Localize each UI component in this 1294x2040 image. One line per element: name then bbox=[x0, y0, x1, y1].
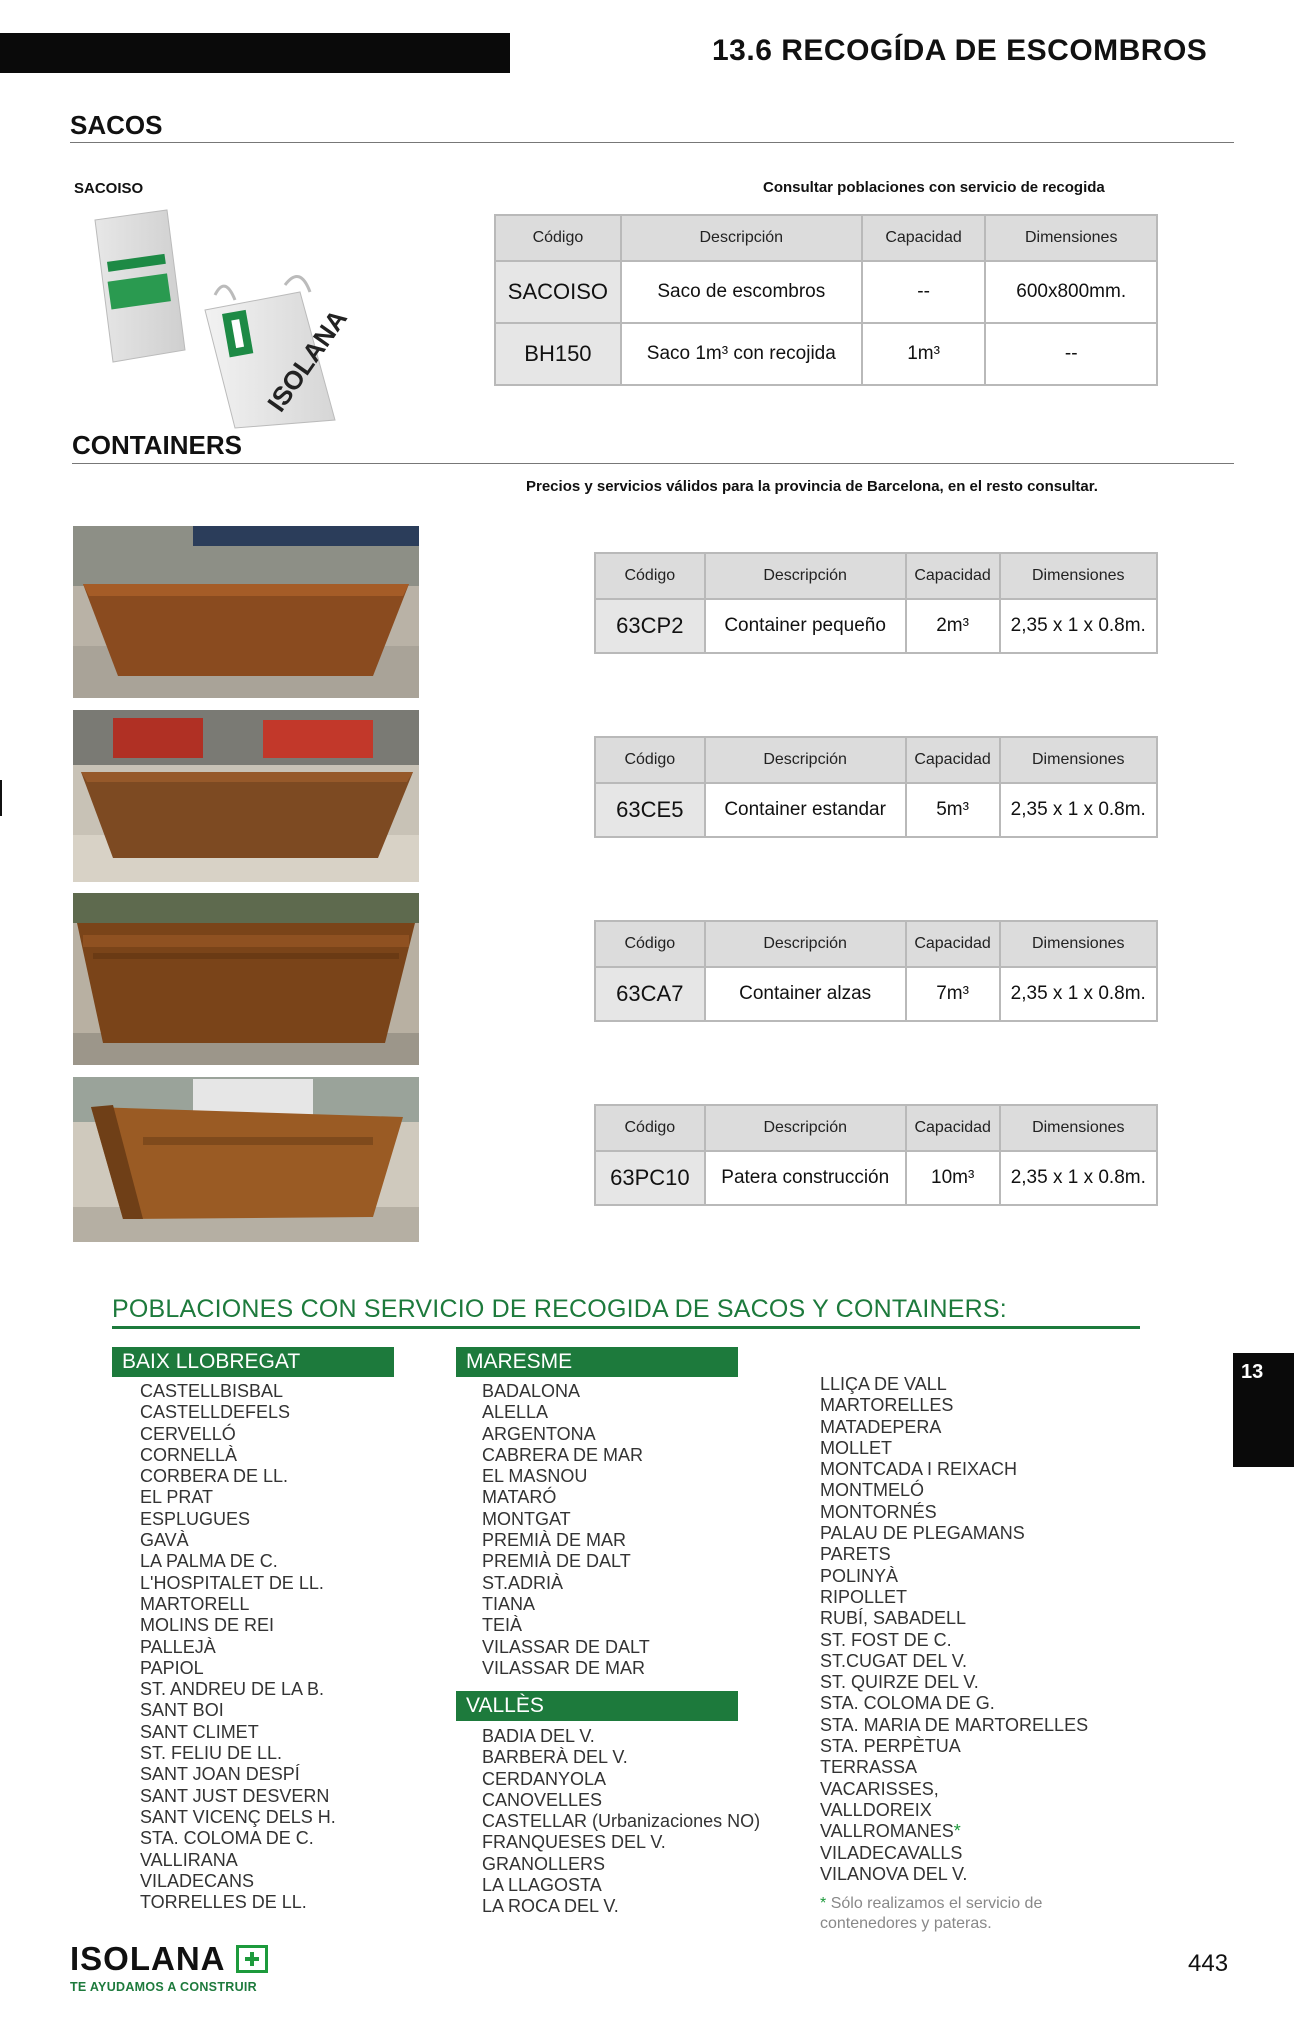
container-table-63CA7 bbox=[594, 920, 1158, 1022]
table-header-row bbox=[595, 737, 1157, 783]
cell-capacity: -- bbox=[862, 261, 986, 323]
town-item: MOLINS DE REI bbox=[140, 1615, 275, 1636]
section-divider bbox=[72, 463, 1234, 464]
cell-dimensions: -- bbox=[985, 323, 1157, 385]
town-item: BARBERÀ DEL V. bbox=[482, 1747, 628, 1768]
town-item: FRANQUESES DEL V. bbox=[482, 1832, 666, 1853]
town-item: ALELLA bbox=[482, 1402, 549, 1423]
table-header-row bbox=[595, 921, 1157, 967]
col-header-codigo: Código bbox=[595, 737, 705, 783]
col-header-descripcion: Descripción bbox=[705, 737, 906, 783]
town-item: L'HOSPITALET DE LL. bbox=[140, 1572, 324, 1593]
town-item: MONTCADA I REIXACH bbox=[820, 1459, 1018, 1480]
cell-dimensions: 2,35 x 1 x 0.8m. bbox=[1000, 599, 1158, 653]
cell-description: Container estandar bbox=[705, 783, 906, 837]
col-header-dimensiones: Dimensiones bbox=[1000, 737, 1158, 783]
town-item: EL MASNOU bbox=[482, 1466, 588, 1487]
col-header-codigo: Código bbox=[595, 921, 705, 967]
town-item: POLINYÀ bbox=[820, 1565, 899, 1586]
town-item: CASTELLBISBAL bbox=[140, 1381, 284, 1401]
cell-dimensions: 2,35 x 1 x 0.8m. bbox=[1000, 783, 1158, 837]
town-item: PARETS bbox=[820, 1544, 891, 1565]
cell-description: Container alzas bbox=[705, 967, 906, 1021]
town-item: GAVÀ bbox=[140, 1530, 189, 1551]
cell-description: Saco 1m³ con recojida bbox=[621, 323, 862, 385]
chapter-tab: 13 bbox=[1233, 1353, 1294, 1467]
cell-code: BH150 bbox=[495, 323, 621, 385]
region-header-baix-llobregat: BAIX LLOBREGAT bbox=[112, 1347, 394, 1377]
town-item-starred bbox=[820, 1821, 1088, 1842]
town-item: VILADECANS bbox=[140, 1870, 255, 1891]
col-header-codigo: Código bbox=[595, 553, 705, 599]
containers-note: Precios y servicios válidos para la provincia de Barcelona, en el resto consultar. bbox=[526, 478, 1098, 495]
town-item: VILASSAR DE MAR bbox=[482, 1657, 646, 1678]
town-item: STA. MARIA DE MARTORELLES bbox=[820, 1714, 1089, 1735]
cell-capacity: 10m³ bbox=[906, 1151, 1000, 1205]
container-table-63PC10 bbox=[594, 1104, 1158, 1206]
town-item: ESPLUGUES bbox=[140, 1508, 251, 1529]
town-item: STA. COLOMA DE C. bbox=[140, 1828, 314, 1849]
col-header-dimensiones: Dimensiones bbox=[985, 215, 1157, 261]
town-item: GRANOLLERS bbox=[482, 1853, 606, 1874]
footnote-star: * bbox=[953, 1821, 961, 1842]
cell-dimensions: 2,35 x 1 x 0.8m. bbox=[1000, 967, 1158, 1021]
container-photo bbox=[73, 893, 419, 1065]
town-item: ST.ADRIÀ bbox=[482, 1572, 564, 1593]
town-item: TERRASSA bbox=[820, 1757, 918, 1778]
section-divider bbox=[70, 142, 1234, 143]
town-item: ST. QUIRZE DEL V. bbox=[820, 1672, 979, 1693]
town-item: MONTGAT bbox=[482, 1508, 571, 1529]
town-item: TORRELLES DE LL. bbox=[140, 1892, 307, 1913]
page-title: 13.6 RECOGÍDA DE ESCOMBROS bbox=[712, 34, 1208, 67]
town-item: CABRERA DE MAR bbox=[482, 1444, 644, 1465]
town-item: LA PALMA DE C. bbox=[140, 1551, 278, 1572]
cell-description: Container pequeño bbox=[705, 599, 906, 653]
table-header-row bbox=[595, 1105, 1157, 1151]
table-row bbox=[595, 599, 1157, 653]
container-table-63CP2 bbox=[594, 552, 1158, 654]
col-header-descripcion: Descripción bbox=[621, 215, 862, 261]
table-row bbox=[495, 261, 1157, 323]
town-item: PREMIÀ DE DALT bbox=[482, 1551, 631, 1572]
town-item: TIANA bbox=[482, 1593, 536, 1614]
cell-capacity: 1m³ bbox=[862, 323, 986, 385]
col-header-dimensiones: Dimensiones bbox=[1000, 553, 1158, 599]
product-label: SACOISO bbox=[74, 180, 144, 197]
logo-plus-icon bbox=[236, 1945, 268, 1973]
town-item: ARGENTONA bbox=[482, 1423, 596, 1444]
town-item: CASTELLDEFELS bbox=[140, 1402, 291, 1423]
town-item: TEIÀ bbox=[482, 1615, 523, 1636]
cell-capacity: 7m³ bbox=[906, 967, 1000, 1021]
sacos-table bbox=[494, 214, 1158, 386]
table-row bbox=[595, 967, 1157, 1021]
town-list-baix-llobregat bbox=[140, 1381, 336, 1913]
town-item: ST. ANDREU DE LA B. bbox=[140, 1679, 325, 1700]
poblaciones-divider bbox=[112, 1326, 1140, 1329]
town-item: CASTELLAR (Urbanizaciones NO) bbox=[482, 1811, 761, 1832]
cell-code: 63CP2 bbox=[595, 599, 705, 653]
col-header-dimensiones: Dimensiones bbox=[1000, 921, 1158, 967]
table-header-row bbox=[495, 215, 1157, 261]
header-black-bar bbox=[0, 33, 510, 73]
town-item: CERDANYOLA bbox=[482, 1768, 607, 1789]
cell-description: Saco de escombros bbox=[621, 261, 862, 323]
table-header-row bbox=[595, 553, 1157, 599]
town-item: MARTORELLES bbox=[820, 1395, 954, 1416]
cell-code: 63CA7 bbox=[595, 967, 705, 1021]
logo-text: ISOLANA bbox=[70, 1940, 226, 1977]
town-item: STA. PERPÈTUA bbox=[820, 1736, 961, 1757]
col-header-dimensiones: Dimensiones bbox=[1000, 1105, 1157, 1151]
town-item: VALLIRANA bbox=[140, 1849, 238, 1870]
col-header-capacidad: Capacidad bbox=[906, 737, 1000, 783]
brand-logo bbox=[70, 1940, 268, 1994]
town-item: VALLDOREIX bbox=[820, 1799, 932, 1820]
col-header-descripcion: Descripción bbox=[705, 1105, 906, 1151]
town-name: VALLROMANES bbox=[820, 1821, 954, 1842]
section-title-containers: CONTAINERS bbox=[72, 430, 242, 460]
page-edge-mark bbox=[0, 780, 2, 816]
town-item: PALAU DE PLEGAMANS bbox=[820, 1523, 1025, 1544]
town-list-valles bbox=[482, 1726, 760, 1918]
town-item: LLIÇA DE VALL bbox=[820, 1374, 947, 1394]
town-list-valles-continued bbox=[820, 1374, 1088, 1885]
town-item: LA ROCA DEL V. bbox=[482, 1896, 619, 1917]
region-header-maresme: MARESME bbox=[456, 1347, 738, 1377]
page-number: 443 bbox=[1188, 1950, 1229, 1977]
container-photo bbox=[73, 710, 419, 882]
town-item: RUBÍ, SABADELL bbox=[820, 1608, 967, 1629]
footnote-text: Sólo realizamos el servicio de contenedores y pateras. bbox=[820, 1895, 1043, 1932]
cell-code: SACOISO bbox=[495, 261, 621, 323]
town-item: CANOVELLES bbox=[482, 1789, 603, 1810]
town-item: MONTORNÉS bbox=[820, 1501, 937, 1522]
town-item: MOLLET bbox=[820, 1437, 893, 1458]
town-item: SANT JUST DESVERN bbox=[140, 1785, 330, 1806]
town-item: CORNELLÀ bbox=[140, 1444, 238, 1465]
container-photo bbox=[73, 1077, 419, 1242]
region-header-valles: VALLÈS bbox=[456, 1691, 738, 1721]
town-item: VILANOVA DEL V. bbox=[820, 1863, 968, 1884]
cell-capacity: 2m³ bbox=[906, 599, 1000, 653]
col-header-capacidad: Capacidad bbox=[862, 215, 986, 261]
col-header-descripcion: Descripción bbox=[705, 553, 906, 599]
cell-description: Patera construcción bbox=[705, 1151, 906, 1205]
town-item: PREMIÀ DE MAR bbox=[482, 1530, 627, 1551]
col-header-codigo: Código bbox=[495, 215, 621, 261]
col-header-capacidad: Capacidad bbox=[906, 1105, 1000, 1151]
table-row bbox=[595, 1151, 1157, 1205]
col-header-codigo: Código bbox=[595, 1105, 705, 1151]
town-item: RIPOLLET bbox=[820, 1586, 908, 1607]
sacos-product-image bbox=[85, 200, 365, 430]
town-item: MARTORELL bbox=[140, 1593, 250, 1614]
cell-code: 63PC10 bbox=[595, 1151, 705, 1205]
town-item: SANT BOI bbox=[140, 1700, 224, 1721]
col-header-descripcion: Descripción bbox=[705, 921, 906, 967]
container-photo bbox=[73, 526, 419, 698]
town-item: SANT JOAN DESPÍ bbox=[140, 1764, 300, 1785]
svg-text:ISOLANA: ISOLANA bbox=[261, 303, 353, 418]
cell-dimensions: 2,35 x 1 x 0.8m. bbox=[1000, 1151, 1157, 1205]
cell-code: 63CE5 bbox=[595, 783, 705, 837]
town-item: SANT CLIMET bbox=[140, 1721, 259, 1742]
town-item: PALLEJÀ bbox=[140, 1636, 216, 1657]
cell-dimensions: 600x800mm. bbox=[985, 261, 1157, 323]
town-item: EL PRAT bbox=[140, 1487, 214, 1508]
town-item: PAPIOL bbox=[140, 1657, 204, 1678]
town-item: MATARÓ bbox=[482, 1487, 557, 1508]
town-item: MATADEPERA bbox=[820, 1416, 942, 1437]
town-item: BADIA DEL V. bbox=[482, 1726, 595, 1746]
town-item: CERVELLÓ bbox=[140, 1423, 236, 1444]
town-list-maresme bbox=[482, 1381, 650, 1679]
town-item: ST. FELIU DE LL. bbox=[140, 1743, 283, 1764]
table-row bbox=[595, 783, 1157, 837]
logo-wordmark bbox=[70, 1940, 268, 1978]
town-item: VILADECAVALLS bbox=[820, 1842, 963, 1863]
town-item: SANT VICENÇ DELS H. bbox=[140, 1806, 336, 1827]
town-item: LA LLAGOSTA bbox=[482, 1875, 602, 1896]
logo-tagline: TE AYUDAMOS A CONSTRUIR bbox=[70, 1980, 258, 1994]
container-table-63CE5 bbox=[594, 736, 1158, 838]
town-item: BADALONA bbox=[482, 1381, 581, 1401]
town-item: VACARISSES, bbox=[820, 1778, 939, 1799]
cell-capacity: 5m³ bbox=[906, 783, 1000, 837]
section-title-sacos: SACOS bbox=[70, 110, 163, 140]
table-row bbox=[495, 323, 1157, 385]
town-item: VILASSAR DE DALT bbox=[482, 1636, 650, 1657]
town-item: MONTMELÓ bbox=[820, 1480, 925, 1501]
town-item: ST.CUGAT DEL V. bbox=[820, 1650, 968, 1671]
col-header-capacidad: Capacidad bbox=[906, 553, 1000, 599]
poblaciones-title: POBLACIONES CON SERVICIO DE RECOGIDA DE SACOS Y CONTAINERS: bbox=[112, 1295, 1007, 1323]
col-header-capacidad: Capacidad bbox=[906, 921, 1000, 967]
sacos-note: Consultar poblaciones con servicio de recogida bbox=[763, 179, 1105, 196]
town-item: ST. FOST DE C. bbox=[820, 1629, 952, 1650]
town-item: CORBERA DE LL. bbox=[140, 1466, 289, 1487]
town-item: STA. COLOMA DE G. bbox=[820, 1693, 995, 1714]
footnote bbox=[820, 1894, 1110, 1934]
footnote-star: * bbox=[820, 1895, 827, 1912]
